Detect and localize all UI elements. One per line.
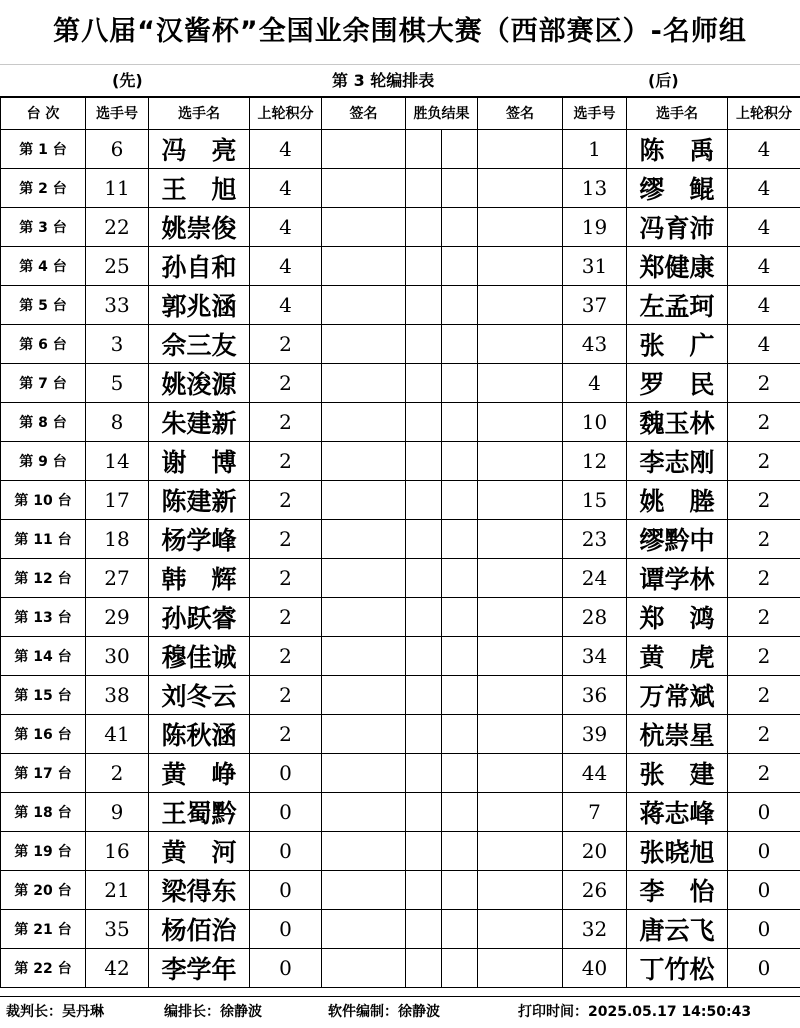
first-prev-score: 0 bbox=[250, 949, 322, 988]
result-cell-second bbox=[442, 286, 478, 325]
first-player-no: 42 bbox=[86, 949, 149, 988]
first-player-no: 38 bbox=[86, 676, 149, 715]
result-cell-second bbox=[442, 910, 478, 949]
first-player-name: 穆佳诚 bbox=[149, 637, 250, 676]
result-cell-first bbox=[406, 208, 442, 247]
second-sign-cell bbox=[478, 286, 563, 325]
second-player-no: 40 bbox=[563, 949, 627, 988]
second-sign-cell bbox=[478, 364, 563, 403]
first-sign-cell bbox=[322, 364, 406, 403]
first-prev-score: 2 bbox=[250, 715, 322, 754]
first-prev-score: 4 bbox=[250, 286, 322, 325]
result-cell-second bbox=[442, 832, 478, 871]
second-player-name: 魏玉林 bbox=[627, 403, 728, 442]
second-prev-score: 2 bbox=[728, 754, 800, 793]
result-cell-second bbox=[442, 130, 478, 169]
table-row bbox=[1, 559, 800, 598]
first-player-no: 8 bbox=[86, 403, 149, 442]
second-prev-score: 0 bbox=[728, 832, 800, 871]
result-cell-first bbox=[406, 598, 442, 637]
first-player-name: 孙跃睿 bbox=[149, 598, 250, 637]
pairing-table bbox=[0, 96, 800, 988]
table-row bbox=[1, 598, 800, 637]
second-sign-cell bbox=[478, 871, 563, 910]
first-player-name: 孙自和 bbox=[149, 247, 250, 286]
first-prev-score: 0 bbox=[250, 871, 322, 910]
second-prev-score: 0 bbox=[728, 949, 800, 988]
result-cell-second bbox=[442, 871, 478, 910]
first-prev-score: 4 bbox=[250, 247, 322, 286]
first-prev-score: 2 bbox=[250, 520, 322, 559]
second-prev-score: 2 bbox=[728, 364, 800, 403]
first-sign-cell bbox=[322, 520, 406, 559]
second-player-no: 43 bbox=[563, 325, 627, 364]
referee-label: 裁判长：吴丹琳 bbox=[6, 997, 104, 1028]
first-sign-cell bbox=[322, 832, 406, 871]
result-cell-first bbox=[406, 832, 442, 871]
second-sign-cell bbox=[478, 325, 563, 364]
second-player-no: 26 bbox=[563, 871, 627, 910]
board-cell: 第 16 台 bbox=[1, 715, 86, 754]
board-cell: 第 7 台 bbox=[1, 364, 86, 403]
first-prev-score: 2 bbox=[250, 442, 322, 481]
second-prev-score: 4 bbox=[728, 286, 800, 325]
first-prev-score: 4 bbox=[250, 130, 322, 169]
scheduler-label: 编排长：徐静波 bbox=[164, 997, 262, 1028]
board-cell: 第 9 台 bbox=[1, 442, 86, 481]
header-player-no: 选手号 bbox=[86, 97, 149, 130]
table-row bbox=[1, 910, 800, 949]
second-sign-cell bbox=[478, 481, 563, 520]
board-cell: 第 10 台 bbox=[1, 481, 86, 520]
header-board: 台 次 bbox=[1, 97, 86, 130]
table-header-row bbox=[1, 97, 800, 130]
first-player-no: 16 bbox=[86, 832, 149, 871]
second-player-name: 罗 民 bbox=[627, 364, 728, 403]
board-cell: 第 20 台 bbox=[1, 871, 86, 910]
board-cell: 第 18 台 bbox=[1, 793, 86, 832]
first-player-no: 9 bbox=[86, 793, 149, 832]
result-cell-first bbox=[406, 910, 442, 949]
first-sign-cell bbox=[322, 910, 406, 949]
board-cell: 第 22 台 bbox=[1, 949, 86, 988]
board-cell: 第 19 台 bbox=[1, 832, 86, 871]
second-sign-cell bbox=[478, 832, 563, 871]
result-cell-first bbox=[406, 559, 442, 598]
second-prev-score: 4 bbox=[728, 247, 800, 286]
result-cell-first bbox=[406, 364, 442, 403]
first-prev-score: 4 bbox=[250, 208, 322, 247]
first-player-name: 姚崇俊 bbox=[149, 208, 250, 247]
first-player-no: 18 bbox=[86, 520, 149, 559]
second-player-no: 7 bbox=[563, 793, 627, 832]
table-row bbox=[1, 208, 800, 247]
second-prev-score: 2 bbox=[728, 403, 800, 442]
first-sign-cell bbox=[322, 559, 406, 598]
second-player-no: 32 bbox=[563, 910, 627, 949]
first-player-name: 佘三友 bbox=[149, 325, 250, 364]
second-player-name: 姚 塍 bbox=[627, 481, 728, 520]
first-player-no: 5 bbox=[86, 364, 149, 403]
table-row bbox=[1, 637, 800, 676]
second-sign-cell bbox=[478, 676, 563, 715]
second-prev-score: 2 bbox=[728, 598, 800, 637]
second-player-name: 黄 虎 bbox=[627, 637, 728, 676]
result-cell-second bbox=[442, 520, 478, 559]
first-sign-cell bbox=[322, 208, 406, 247]
first-player-name: 郭兆涵 bbox=[149, 286, 250, 325]
result-cell-second bbox=[442, 793, 478, 832]
first-move-label: (先) bbox=[112, 65, 143, 97]
result-cell-first bbox=[406, 793, 442, 832]
first-prev-score: 2 bbox=[250, 676, 322, 715]
first-player-no: 2 bbox=[86, 754, 149, 793]
header-sign: 签名 bbox=[322, 97, 406, 130]
board-cell: 第 8 台 bbox=[1, 403, 86, 442]
second-prev-score: 0 bbox=[728, 871, 800, 910]
second-prev-score: 4 bbox=[728, 130, 800, 169]
second-sign-cell bbox=[478, 403, 563, 442]
second-prev-score: 4 bbox=[728, 208, 800, 247]
second-player-no: 19 bbox=[563, 208, 627, 247]
first-sign-cell bbox=[322, 130, 406, 169]
first-sign-cell bbox=[322, 481, 406, 520]
board-cell: 第 4 台 bbox=[1, 247, 86, 286]
result-cell-first bbox=[406, 637, 442, 676]
second-player-name: 冯育沛 bbox=[627, 208, 728, 247]
table-row bbox=[1, 715, 800, 754]
second-player-no: 12 bbox=[563, 442, 627, 481]
result-cell-second bbox=[442, 715, 478, 754]
result-cell-first bbox=[406, 871, 442, 910]
result-cell-first bbox=[406, 949, 442, 988]
first-sign-cell bbox=[322, 247, 406, 286]
second-player-name: 万常斌 bbox=[627, 676, 728, 715]
header-player-name-2: 选手名 bbox=[627, 97, 728, 130]
second-prev-score: 2 bbox=[728, 637, 800, 676]
first-player-name: 杨学峰 bbox=[149, 520, 250, 559]
first-player-no: 30 bbox=[86, 637, 149, 676]
second-player-name: 谭学林 bbox=[627, 559, 728, 598]
board-cell: 第 15 台 bbox=[1, 676, 86, 715]
board-cell: 第 13 台 bbox=[1, 598, 86, 637]
first-player-name: 杨佰治 bbox=[149, 910, 250, 949]
table-row bbox=[1, 247, 800, 286]
first-player-name: 黄 河 bbox=[149, 832, 250, 871]
result-cell-first bbox=[406, 676, 442, 715]
second-player-no: 24 bbox=[563, 559, 627, 598]
second-sign-cell bbox=[478, 637, 563, 676]
first-prev-score: 2 bbox=[250, 364, 322, 403]
second-prev-score: 2 bbox=[728, 442, 800, 481]
board-cell: 第 14 台 bbox=[1, 637, 86, 676]
second-prev-score: 2 bbox=[728, 520, 800, 559]
table-row bbox=[1, 520, 800, 559]
board-cell: 第 2 台 bbox=[1, 169, 86, 208]
first-sign-cell bbox=[322, 637, 406, 676]
result-cell-second bbox=[442, 676, 478, 715]
result-cell-first bbox=[406, 130, 442, 169]
first-prev-score: 2 bbox=[250, 598, 322, 637]
first-player-no: 27 bbox=[86, 559, 149, 598]
first-player-no: 17 bbox=[86, 481, 149, 520]
table-row bbox=[1, 286, 800, 325]
second-player-no: 28 bbox=[563, 598, 627, 637]
first-sign-cell bbox=[322, 754, 406, 793]
header-player-no-2: 选手号 bbox=[563, 97, 627, 130]
result-cell-second bbox=[442, 481, 478, 520]
first-player-no: 25 bbox=[86, 247, 149, 286]
first-player-name: 姚浚源 bbox=[149, 364, 250, 403]
footer bbox=[0, 996, 800, 1028]
second-prev-score: 2 bbox=[728, 481, 800, 520]
second-player-name: 张 建 bbox=[627, 754, 728, 793]
first-prev-score: 2 bbox=[250, 637, 322, 676]
header-result: 胜负结果 bbox=[406, 97, 478, 130]
second-sign-cell bbox=[478, 910, 563, 949]
result-cell-second bbox=[442, 247, 478, 286]
second-player-no: 23 bbox=[563, 520, 627, 559]
result-cell-second bbox=[442, 325, 478, 364]
second-player-name: 陈 禹 bbox=[627, 130, 728, 169]
round-label: 第 3 轮编排表 bbox=[332, 65, 434, 97]
second-player-name: 缪 鲲 bbox=[627, 169, 728, 208]
first-player-name: 陈建新 bbox=[149, 481, 250, 520]
first-sign-cell bbox=[322, 793, 406, 832]
second-sign-cell bbox=[478, 754, 563, 793]
first-player-no: 3 bbox=[86, 325, 149, 364]
first-sign-cell bbox=[322, 442, 406, 481]
first-sign-cell bbox=[322, 325, 406, 364]
table-row bbox=[1, 676, 800, 715]
second-prev-score: 2 bbox=[728, 559, 800, 598]
second-player-name: 丁竹松 bbox=[627, 949, 728, 988]
result-cell-first bbox=[406, 169, 442, 208]
second-player-name: 张晓旭 bbox=[627, 832, 728, 871]
table-row bbox=[1, 130, 800, 169]
second-player-no: 10 bbox=[563, 403, 627, 442]
second-player-no: 1 bbox=[563, 130, 627, 169]
result-cell-first bbox=[406, 325, 442, 364]
first-sign-cell bbox=[322, 403, 406, 442]
first-prev-score: 0 bbox=[250, 832, 322, 871]
first-player-name: 李学年 bbox=[149, 949, 250, 988]
first-prev-score: 0 bbox=[250, 754, 322, 793]
first-player-no: 33 bbox=[86, 286, 149, 325]
second-prev-score: 0 bbox=[728, 910, 800, 949]
second-player-no: 36 bbox=[563, 676, 627, 715]
first-prev-score: 2 bbox=[250, 325, 322, 364]
board-cell: 第 12 台 bbox=[1, 559, 86, 598]
table-row bbox=[1, 832, 800, 871]
result-cell-first bbox=[406, 481, 442, 520]
second-player-name: 张 广 bbox=[627, 325, 728, 364]
table-row bbox=[1, 169, 800, 208]
result-cell-first bbox=[406, 715, 442, 754]
first-player-name: 刘冬云 bbox=[149, 676, 250, 715]
second-prev-score: 4 bbox=[728, 169, 800, 208]
second-player-name: 郑 鸿 bbox=[627, 598, 728, 637]
result-cell-second bbox=[442, 754, 478, 793]
second-player-no: 4 bbox=[563, 364, 627, 403]
second-sign-cell bbox=[478, 598, 563, 637]
header-prev-score: 上轮积分 bbox=[250, 97, 322, 130]
board-cell: 第 17 台 bbox=[1, 754, 86, 793]
first-player-no: 22 bbox=[86, 208, 149, 247]
table-row bbox=[1, 871, 800, 910]
first-sign-cell bbox=[322, 169, 406, 208]
table-row bbox=[1, 754, 800, 793]
header-prev-score-2: 上轮积分 bbox=[728, 97, 800, 130]
first-sign-cell bbox=[322, 715, 406, 754]
second-sign-cell bbox=[478, 442, 563, 481]
second-player-no: 37 bbox=[563, 286, 627, 325]
result-cell-first bbox=[406, 520, 442, 559]
result-cell-second bbox=[442, 208, 478, 247]
first-player-no: 11 bbox=[86, 169, 149, 208]
first-prev-score: 0 bbox=[250, 793, 322, 832]
first-player-no: 21 bbox=[86, 871, 149, 910]
first-player-no: 6 bbox=[86, 130, 149, 169]
second-sign-cell bbox=[478, 208, 563, 247]
header-player-name: 选手名 bbox=[149, 97, 250, 130]
table-row bbox=[1, 325, 800, 364]
first-sign-cell bbox=[322, 598, 406, 637]
table-row bbox=[1, 793, 800, 832]
page-title: 第八届“汉酱杯”全国业余围棋大赛（西部赛区）-名师组 bbox=[0, 0, 800, 64]
second-player-name: 郑健康 bbox=[627, 247, 728, 286]
second-prev-score: 4 bbox=[728, 325, 800, 364]
result-cell-first bbox=[406, 754, 442, 793]
first-player-name: 韩 辉 bbox=[149, 559, 250, 598]
first-player-name: 王 旭 bbox=[149, 169, 250, 208]
print-time-label: 打印时间：2025.05.17 14:50:43 bbox=[518, 997, 751, 1028]
round-subheader bbox=[0, 64, 800, 98]
second-sign-cell bbox=[478, 793, 563, 832]
board-cell: 第 3 台 bbox=[1, 208, 86, 247]
first-player-name: 朱建新 bbox=[149, 403, 250, 442]
second-sign-cell bbox=[478, 130, 563, 169]
second-player-name: 杭崇星 bbox=[627, 715, 728, 754]
second-prev-score: 2 bbox=[728, 715, 800, 754]
result-cell-second bbox=[442, 949, 478, 988]
second-prev-score: 0 bbox=[728, 793, 800, 832]
result-cell-second bbox=[442, 637, 478, 676]
second-player-name: 蒋志峰 bbox=[627, 793, 728, 832]
result-cell-second bbox=[442, 598, 478, 637]
table-row bbox=[1, 364, 800, 403]
first-player-name: 王蜀黔 bbox=[149, 793, 250, 832]
result-cell-second bbox=[442, 169, 478, 208]
second-sign-cell bbox=[478, 715, 563, 754]
table-row bbox=[1, 442, 800, 481]
board-cell: 第 1 台 bbox=[1, 130, 86, 169]
first-prev-score: 2 bbox=[250, 481, 322, 520]
second-sign-cell bbox=[478, 169, 563, 208]
second-player-name: 李志刚 bbox=[627, 442, 728, 481]
result-cell-first bbox=[406, 286, 442, 325]
second-move-label: (后) bbox=[648, 65, 679, 97]
result-cell-first bbox=[406, 247, 442, 286]
first-player-name: 黄 峥 bbox=[149, 754, 250, 793]
first-sign-cell bbox=[322, 676, 406, 715]
result-cell-second bbox=[442, 364, 478, 403]
first-player-name: 谢 博 bbox=[149, 442, 250, 481]
first-player-no: 41 bbox=[86, 715, 149, 754]
second-prev-score: 2 bbox=[728, 676, 800, 715]
first-player-no: 29 bbox=[86, 598, 149, 637]
first-player-name: 梁得东 bbox=[149, 871, 250, 910]
second-player-no: 15 bbox=[563, 481, 627, 520]
result-cell-first bbox=[406, 403, 442, 442]
board-cell: 第 5 台 bbox=[1, 286, 86, 325]
second-sign-cell bbox=[478, 559, 563, 598]
second-player-no: 20 bbox=[563, 832, 627, 871]
result-cell-first bbox=[406, 442, 442, 481]
header-sign-2: 签名 bbox=[478, 97, 563, 130]
first-sign-cell bbox=[322, 871, 406, 910]
result-cell-second bbox=[442, 403, 478, 442]
second-player-name: 李 怡 bbox=[627, 871, 728, 910]
second-player-no: 31 bbox=[563, 247, 627, 286]
table-row bbox=[1, 403, 800, 442]
first-player-no: 35 bbox=[86, 910, 149, 949]
second-sign-cell bbox=[478, 949, 563, 988]
first-player-no: 14 bbox=[86, 442, 149, 481]
result-cell-second bbox=[442, 559, 478, 598]
second-player-no: 44 bbox=[563, 754, 627, 793]
table-row bbox=[1, 481, 800, 520]
second-player-name: 缪黔中 bbox=[627, 520, 728, 559]
table-row bbox=[1, 949, 800, 988]
first-player-name: 陈秋涵 bbox=[149, 715, 250, 754]
second-player-name: 唐云飞 bbox=[627, 910, 728, 949]
board-cell: 第 21 台 bbox=[1, 910, 86, 949]
second-sign-cell bbox=[478, 520, 563, 559]
board-cell: 第 11 台 bbox=[1, 520, 86, 559]
first-prev-score: 2 bbox=[250, 403, 322, 442]
board-cell: 第 6 台 bbox=[1, 325, 86, 364]
second-player-no: 39 bbox=[563, 715, 627, 754]
second-sign-cell bbox=[478, 247, 563, 286]
first-sign-cell bbox=[322, 949, 406, 988]
first-player-name: 冯 亮 bbox=[149, 130, 250, 169]
first-prev-score: 0 bbox=[250, 910, 322, 949]
second-player-name: 左孟珂 bbox=[627, 286, 728, 325]
second-player-no: 34 bbox=[563, 637, 627, 676]
first-prev-score: 2 bbox=[250, 559, 322, 598]
software-label: 软件编制：徐静波 bbox=[328, 997, 440, 1028]
first-prev-score: 4 bbox=[250, 169, 322, 208]
second-player-no: 13 bbox=[563, 169, 627, 208]
result-cell-second bbox=[442, 442, 478, 481]
first-sign-cell bbox=[322, 286, 406, 325]
